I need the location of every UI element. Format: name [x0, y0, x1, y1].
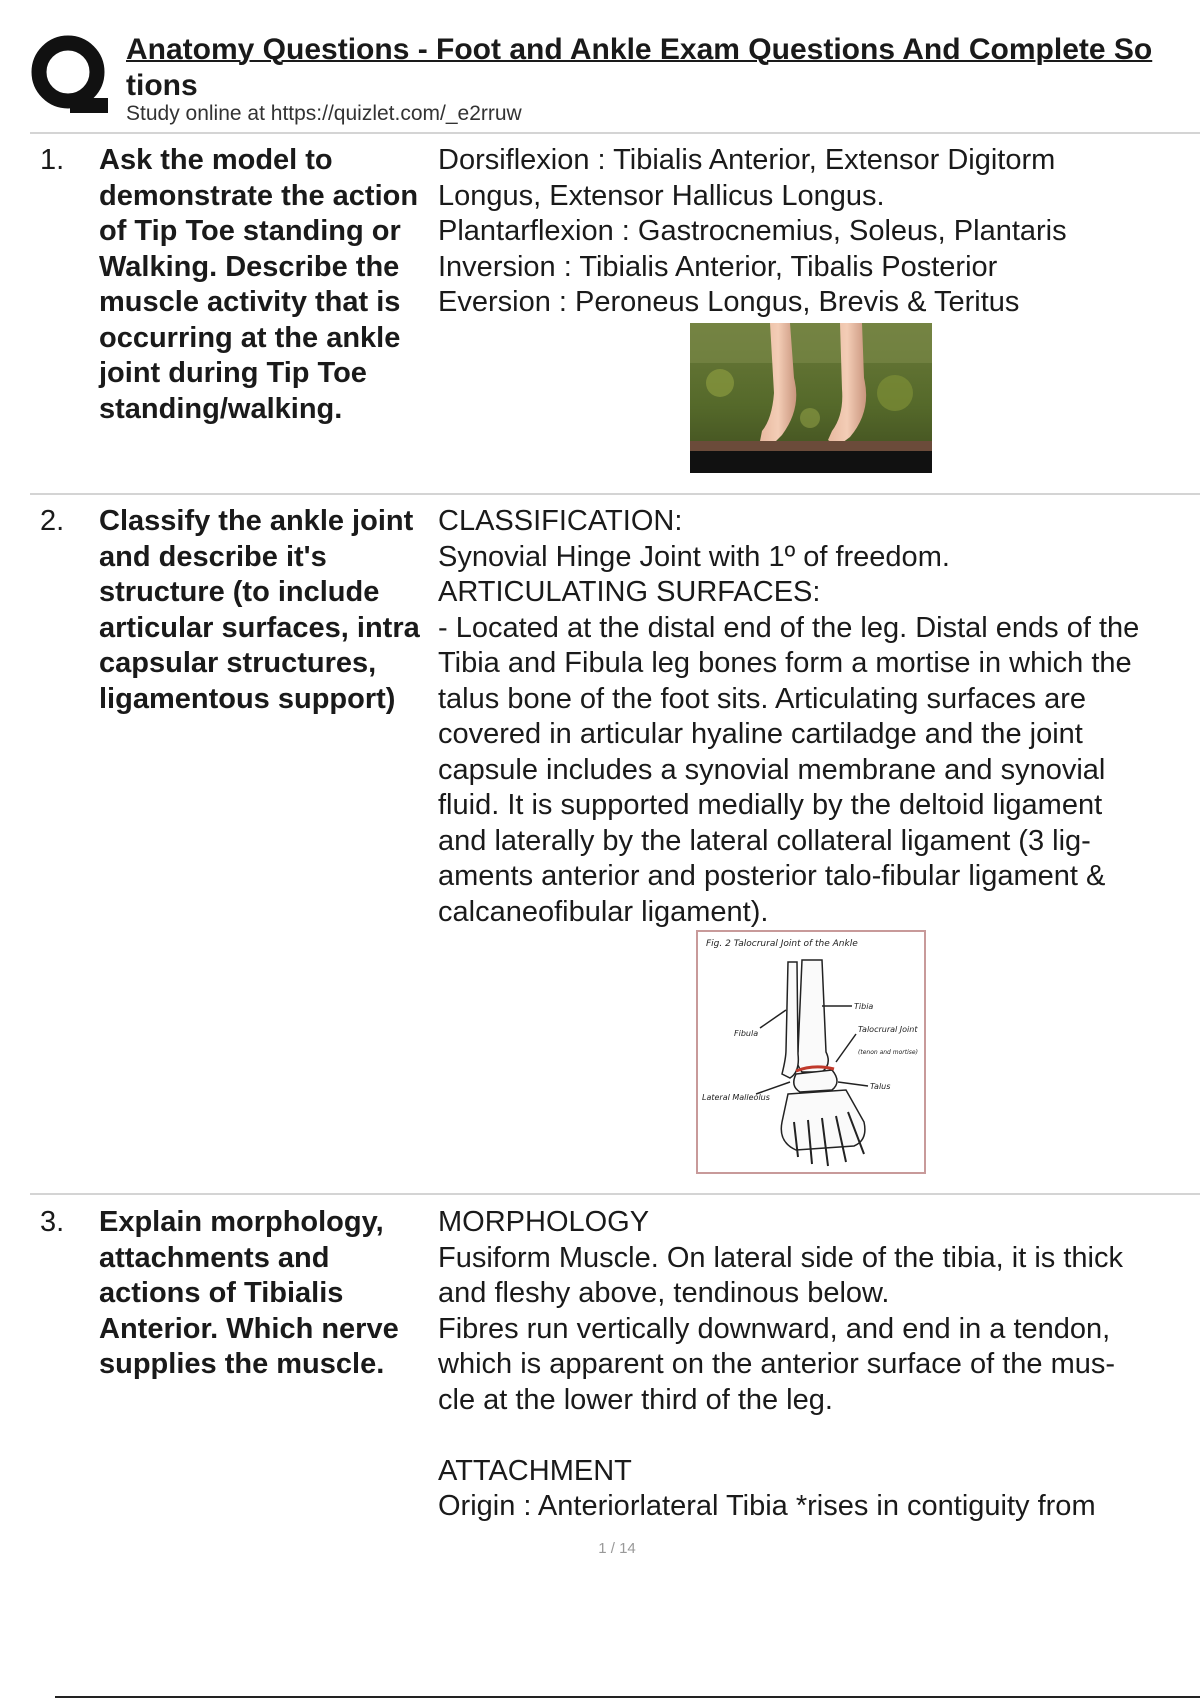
label-talus: Talus — [870, 1082, 891, 1091]
answer-line: Inversion : Tibialis Anterior, Tibalis Posterior — [438, 250, 998, 283]
question-text: Classify the ankle joint and describe it's structure (to include articular surfaces, intra capsular structures, ligamentous support) — [99, 505, 420, 715]
label-tibia: Tibia — [854, 1002, 874, 1011]
answer-line: Dorsiflexion : Tibialis Anterior, Extensor Digitorm — [438, 144, 1056, 176]
document-title — [126, 32, 1200, 104]
item-divider — [30, 493, 1200, 495]
item-number: 1. — [40, 144, 65, 176]
answer-line: ARTICULATING SURFACES: — [438, 576, 821, 608]
question-text: Ask the model to demonstrate the action of Tip Toe standing or Walking. Describe the muscle activity that is occurring at the ankle joint during Tip Toe standing/walking. — [99, 144, 419, 425]
answer-line: and laterally by the lateral collateral ligament (3 lig- — [438, 824, 1091, 857]
answer-text — [438, 504, 1200, 930]
item-number: 3. — [40, 1206, 65, 1238]
answer-line: Origin : Anteriorlateral Tibia *rises in contiguity from — [438, 1490, 1096, 1522]
study-online-link[interactable]: Study online at https://quizlet.com/_e2rruw — [126, 102, 522, 125]
tiptoe-feet-photo — [690, 323, 932, 473]
answer-line: cle at the lower third of the leg. — [438, 1383, 833, 1416]
ankle-bones-drawing — [781, 960, 865, 1166]
item-number: 2. — [40, 505, 65, 537]
label-lateral-malleolus: Lateral Malleolus — [702, 1093, 770, 1102]
footer-divider — [55, 1696, 1200, 1698]
answer-line: MORPHOLOGY — [438, 1206, 650, 1238]
answer-line: - Located at the distal end of the leg. Distal ends of the — [438, 611, 1140, 644]
answer-line: Tibia and Fibula leg bones form a mortise in which the — [438, 647, 1132, 679]
answer-line: aments anterior and posterior talo-fibular ligament & — [438, 860, 1106, 892]
title-line-2: tions — [126, 69, 198, 102]
answer-line: ATTACHMENT — [438, 1454, 632, 1487]
answer-line: CLASSIFICATION: — [438, 505, 683, 537]
answer-text — [438, 143, 1200, 321]
answer-line: which is apparent on the anterior surface of the mus- — [438, 1348, 1116, 1380]
header-divider — [30, 132, 1200, 134]
answer-text — [438, 1205, 1200, 1525]
answer-line: talus bone of the foot sits. Articulating surfaces are — [438, 682, 1087, 715]
answer-line: and fleshy above, tendinous below. — [438, 1277, 890, 1309]
label-talocrural-sub: (tenon and mortise) — [858, 1049, 918, 1056]
answer-line: capsule includes a synovial membrane and synovial — [438, 753, 1106, 786]
answer-line: Eversion : Peroneus Longus, Brevis & Teritus — [438, 286, 1020, 318]
item-divider — [30, 1193, 1200, 1195]
quizlet-logo-icon — [30, 32, 108, 116]
answer-line: calcaneofibular ligament). — [438, 895, 769, 928]
answer-blank-line — [438, 1418, 1200, 1454]
title-line-1: Anatomy Questions - Foot and Ankle Exam Questions And Complete So — [126, 33, 1153, 66]
label-fibula: Fibula — [734, 1029, 759, 1038]
label-talocrural: Talocrural Joint — [858, 1025, 918, 1034]
answer-line: Plantarflexion : Gastrocnemius, Soleus, Plantaris — [438, 215, 1067, 247]
answer-line: Fibres run vertically downward, and end in a tendon, — [438, 1312, 1111, 1345]
answer-line: Fusiform Muscle. On lateral side of the tibia, it is thick — [438, 1241, 1123, 1274]
figure-caption: Fig. 2 Talocrural Joint of the Ankle — [706, 939, 858, 949]
page-indicator: 1 / 14 — [598, 1540, 636, 1557]
talocrural-joint-figure — [696, 930, 926, 1174]
question-text: Explain morphology, attachments and actions of Tibialis Anterior. Which nerve supplies the muscle. — [99, 1206, 399, 1380]
answer-line: fluid. It is supported medially by the deltoid ligament — [438, 789, 1103, 821]
answer-line: Longus, Extensor Hallicus Longus. — [438, 179, 885, 212]
answer-line: covered in articular hyaline cartiladge and the joint — [438, 718, 1083, 750]
answer-line: Synovial Hinge Joint with 1º of freedom. — [438, 540, 950, 573]
